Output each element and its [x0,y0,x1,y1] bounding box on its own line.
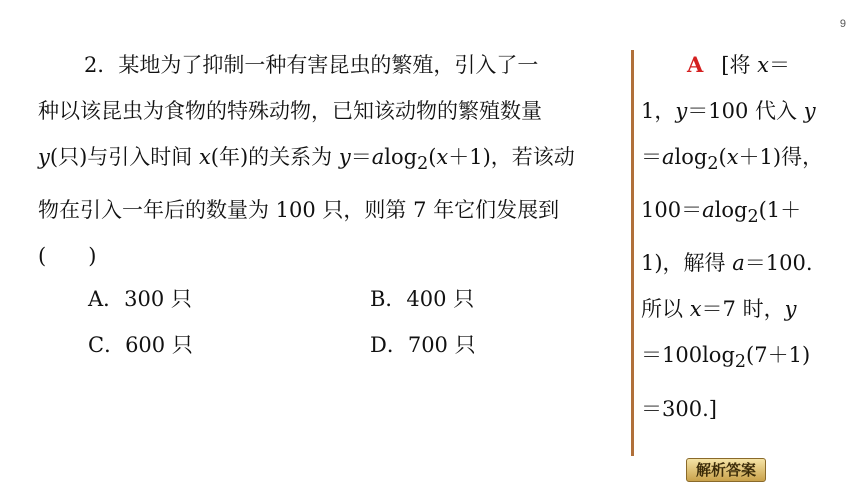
choice-b: B．400 只 [370,287,475,311]
choice-c: C．600 只 [88,333,193,357]
var-x: x [757,53,770,77]
text: ＝100log [641,343,735,368]
text: (1＋ [758,198,802,223]
var-a: a [662,145,675,169]
answer-line-7 [641,332,846,385]
text: ＝ [769,53,791,77]
choices [88,276,652,368]
text: log [714,198,748,223]
question-line-2: 种以该昆虫为食物的特殊动物，已知该动物的繁殖数量 [38,99,542,123]
question-number: 2． [84,53,119,77]
answer-line-2 [641,88,846,134]
var-y: y [803,99,816,123]
text: ＝7 时， [701,297,785,322]
text: ＝ [641,145,662,169]
text: ＋1)，若该动 [448,145,575,169]
text: ＝100 代入 [687,99,804,123]
var-x: x [436,145,449,169]
var-a: a [371,145,385,169]
var-y: y [38,145,50,169]
show-analysis-button[interactable]: 解析答案 [686,458,766,482]
text: 所以 [641,297,690,322]
text: (7＋1) [746,343,811,368]
divider [631,50,634,456]
text: 100＝ [641,198,703,223]
log-base: 2 [417,154,429,175]
text: (年)的关系为 [210,145,339,169]
var-a: a [702,198,715,223]
answer-line-6 [641,286,846,332]
answer-line-8: ＝300.] [641,396,717,421]
text: ＋1)得， [738,145,824,169]
choice-row [88,276,652,322]
log-base: 2 [707,154,719,175]
text: [将 [721,53,758,77]
text: ( [428,145,437,169]
question-text: 某地为了抑制一种有害昆虫的繁殖，引入了一 [118,53,539,77]
var-a: a [732,251,745,276]
var-y: y [784,297,797,322]
text: log [674,145,708,169]
var-x: x [726,145,739,169]
var-x: x [689,297,702,322]
log-base: 2 [734,352,747,373]
question-line-1 [38,42,630,88]
text: log [384,145,418,169]
answer-line-3 [641,134,846,187]
question-line-5: ( ) [38,244,97,269]
var-x: x [198,145,211,169]
text: (只)与引入时间 [49,145,199,169]
var-y: y [338,145,351,169]
text: ( [718,145,727,169]
log-base: 2 [747,207,759,228]
choice-a: A．300 只 [88,287,192,311]
question-line-3 [38,134,630,187]
question-line-4: 物在引入一年后的数量为 100 只，则第 7 年它们发展到 [38,198,560,223]
var-y: y [675,99,688,123]
page-number: 9 [839,18,846,30]
answer-letter: A [687,52,704,77]
text: ＝ [350,145,372,169]
text: 1， [641,99,676,123]
choice-row [88,322,652,368]
text: 1)，解得 [641,251,733,276]
answer-block [641,42,846,432]
answer-line-1 [641,42,846,88]
text: ＝100. [744,251,813,276]
question-block [38,42,630,279]
choice-d: D．700 只 [370,333,476,357]
answer-line-4 [641,187,846,240]
answer-line-5 [641,240,846,286]
